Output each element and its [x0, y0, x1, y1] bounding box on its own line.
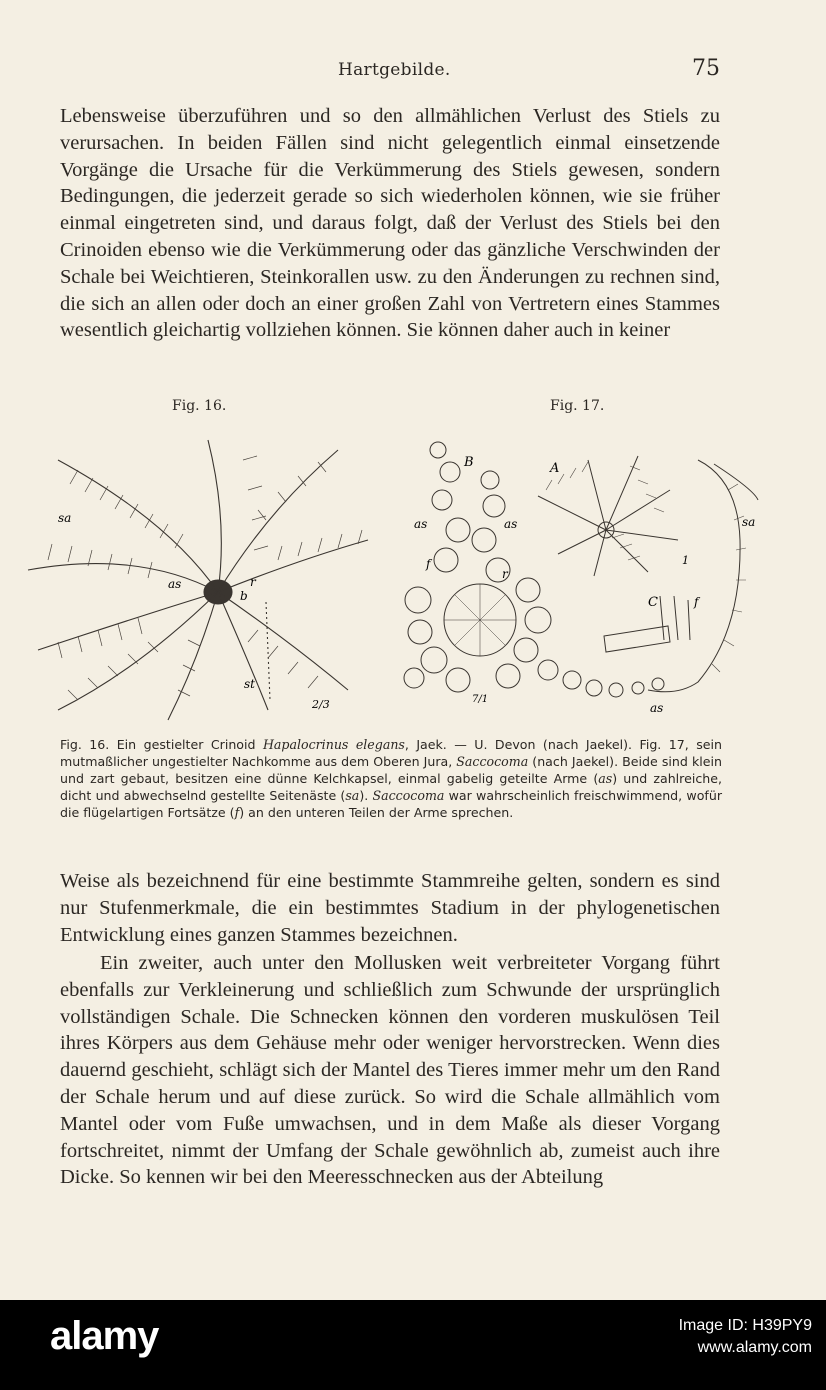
fig17-label-C: C: [648, 595, 658, 610]
fig16-label-r: r: [250, 575, 256, 589]
fig17-label-A: A: [550, 461, 560, 476]
fig17-label-as-right: as: [504, 517, 518, 531]
fig17-label-fraction: 7/1: [472, 694, 489, 705]
caption-part: , Jaek. — U. Devon (nach Jaekel). Fig. 17, sein mutmaßlicher ungestielter Nachkomme aus dem Oberen Jura,: [60, 737, 722, 769]
caption-part: (nach Jaekel). Beide sind klein und zart gebaut, besitzen eine dünne Kelchkapsel, einmal gabelig geteilte Arme (: [60, 754, 722, 786]
paragraph-3: Ein zweiter, auch unter den Mollusken weit verbreiteter Vorgang führt ebenfalls zur Verkleinerung und schließlich zum Schwunde der ursprünglich vollständigen Schale. Die Schnecken können den vorderen muskulösen Teil ihres Körpers aus dem Gehäuse mehr oder weniger hervorstrecken. Wenn dies dauernd geschieht, schlägt sich der Mantel des Tieres immer mehr um den Rand der Schale herum und auf diese zurück. So wird die Schale allmählich vom Mantel oder vom Fuße umwachsen, und in dem Maße als dieser Vorgang fortschreitet, nimmt der Umfang der Schale gewöhnlich ab, zumeist auch ihre Dicke. So kennen wir bei den Meeresschnecken aus der Abteilung: [60, 952, 720, 1189]
stock-watermark-bar: [0, 1300, 826, 1390]
fig16-label-b: b: [240, 589, 248, 603]
running-title: Hartgebilde.: [338, 60, 451, 80]
fig17-label-as-bottom: as: [650, 701, 664, 715]
fig17-label-f-left: f: [426, 557, 431, 571]
fig16-crinoid-illustration: [18, 420, 380, 730]
caption-part: ) und zahlreiche, dicht und abwechselnd gestellte Seitenäste (: [60, 771, 722, 803]
fig16-label-as: as: [168, 577, 182, 591]
alamy-logo: alamy: [50, 1314, 159, 1358]
paragraph-2: Weise als bezeichnend für eine bestimmte Stammreihe gelten, sondern es sind nur Stufenmerkmale, die ein bestimmtes Stadium in der phylogenetischen Entwicklung eines ganzen Stammes bezeichnen.: [60, 870, 720, 946]
site-url: www.alamy.com: [697, 1339, 812, 1356]
fig17-label-sa: sa: [742, 515, 756, 529]
caption-part: war wahrscheinlich freischwimmend, wofür die flügelartigen Fortsätze (: [60, 788, 722, 820]
caption-abbrev-sa: sa: [345, 788, 360, 803]
fig17-label-B: B: [464, 455, 474, 470]
fig16-label-st: st: [244, 677, 255, 691]
fig17-label-one: 1: [682, 554, 689, 567]
caption-species-hapalocrinus: Hapalocrinus elegans: [262, 737, 405, 752]
fig17-label-as-left: as: [414, 517, 428, 531]
image-id-block: [679, 1315, 812, 1359]
fig16-label-fraction: 2/3: [312, 698, 330, 711]
fig17-label-r: r: [502, 567, 508, 581]
fig17-label: Fig. 17.: [550, 398, 605, 414]
caption-genus-saccocoma: Saccocoma: [372, 788, 445, 803]
caption-part: Fig. 16. Ein gestielter Crinoid: [60, 737, 263, 752]
caption-genus-saccocoma: Saccocoma: [456, 754, 529, 769]
caption-part: ).: [359, 788, 373, 803]
page-header: [60, 56, 720, 90]
caption-abbrev-as: as: [598, 771, 613, 786]
image-id: Image ID: H39PY9: [678, 1317, 812, 1334]
fig17-saccocoma-illustration: [398, 420, 770, 730]
page-number: 75: [692, 56, 720, 81]
paragraph-1: Lebensweise überzuführen und so den allmählichen Verlust des Stiels zu verursachen. In beiden Fällen sind nicht gelegentlich einmal einsetzende Vorgänge die Ursache für die Verkümmerung des Stiels gewesen, sondern Bedingungen, die jederzeit gerade so sich wiederholen können, wie sie früher einmal eingetreten sind, und daraus folgt, daß der Verlust des Stiels bei den Crinoiden ebenso wie die Verkümmerung oder das gänzliche Verschwinden der Schale bei Weichtieren, Steinkorallen usw. zu den Änderungen zu rechnen sind, die sich an allen oder doch an einer großen Zahl von Vertretern eines Stammes wesentlich gleichartig vollziehen können. Sie können daher auch in keiner: [60, 105, 720, 342]
caption-part: ) an den unteren Teilen der Arme sprechen.: [239, 805, 514, 820]
figure-caption: [60, 736, 722, 821]
fig17-label-f-right: f: [694, 595, 699, 609]
fig16-label: Fig. 16.: [172, 398, 227, 414]
fig16-label-sa: sa: [58, 511, 72, 525]
caption-abbrev-f: f: [234, 805, 240, 820]
